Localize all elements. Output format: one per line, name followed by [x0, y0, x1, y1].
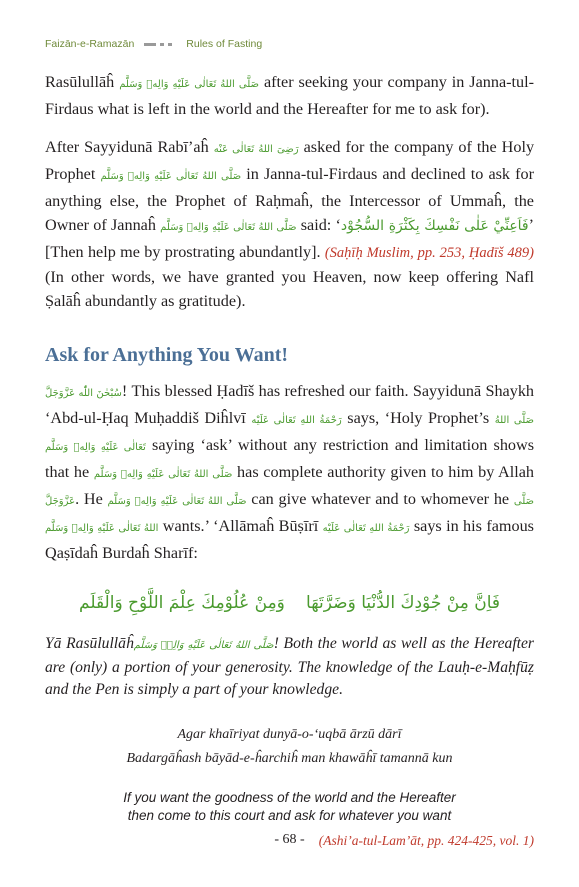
text: ’ [Then help me by prostrating abundantly]. — [45, 216, 535, 261]
persian-couplet — [45, 723, 534, 771]
text: Rasūlullāĥ — [45, 73, 115, 91]
book-title: Faizān-e-Ramazān — [45, 38, 135, 50]
text: said: ‘ — [300, 216, 341, 234]
verse-translation — [45, 633, 534, 701]
honorific: رَضِىَ اللهُ تَعَالٰى عَنْه — [213, 144, 299, 155]
couplet-line-1: Agar khaīriyat dunyā-o-‘uqbā ārzū dārī — [177, 727, 402, 742]
text: ! Both the world as well as the Hereafter are (only) a portion of your generosity. The knowledge of the Lauḥ-e-Maḥfūẓ and the Pen is simply a part of your knowledge. — [45, 635, 535, 698]
text: ! This blessed Ḥadīš has refreshed our faith. Sayyidunā Shaykh ‘Abd-ul-Ḥaq Muḥaddiš Diĥlvī — [45, 382, 535, 427]
honorific: صَلَّى اللهُ تَعَالٰى عَلَيْهِ وَالِهٖ وَسَلَّم — [45, 415, 535, 453]
couplet-translation-line-2: then come to this court and ask for whatever you want — [127, 808, 452, 823]
couplet-line-2: Badargāĥash bāyād-e-ĥarchiĥ man khawāĥī tamannā kun — [126, 751, 453, 766]
header-separator — [144, 43, 176, 46]
couplet-citation: (Ashi’a-tul-Lam’āt, pp. 424-425, vol. 1) — [318, 833, 534, 848]
verse-right: فَاِنَّ مِنْ جُوْدِكَ الدُّنْيَا وَضَرَّتَهَا — [306, 593, 500, 613]
page-number: - 68 - — [274, 832, 305, 847]
honorific: رَحْمَةُ اللهِ تَعَالٰى عَلَيْه — [251, 415, 342, 426]
paragraph-1 — [45, 70, 534, 121]
verse-left: وَمِنْ عُلُوْمِكَ عِلْمَ اللَّوْحِ وَالْقَلَم — [79, 593, 285, 613]
honorific: صَلَّى اللهُ تَعَالٰى عَلَيْهِ وَالِهٖ وَسَلَّم — [160, 222, 297, 233]
page-body — [45, 70, 534, 853]
paragraph-3 — [45, 379, 534, 565]
text: has complete authority given to him by Allah — [237, 463, 535, 481]
honorific: سُبْحٰنَ اللّٰه عَزَّوَجَلَّ — [45, 388, 122, 399]
text: can give whatever and to whomever he — [251, 490, 510, 508]
honorific: صَلَّى اللهُ تَعَالٰى عَلَيْهِ وَالِهٖ وَسَلَّم — [119, 79, 260, 90]
honorific: صَلَّى اللهُ تَعَالٰى عَلَيْهِ وَالِهٖ وَسَلَّم — [100, 171, 242, 182]
honorific: صَلَّى اللهُ تَعَالٰى عَلَيْهِ وَالِهٖ وَسَلَّم — [45, 496, 535, 534]
text: says, ‘Holy Prophet’s — [347, 409, 490, 427]
text: says in his famous Qaṣīdaĥ Burdaĥ Sharīf: — [45, 517, 534, 562]
text: Yā Rasūlullāĥ — [45, 635, 134, 652]
couplet-translation — [45, 789, 534, 825]
paragraph-2 — [45, 135, 534, 313]
text: After Sayyidunā Rabī’aĥ — [45, 138, 209, 156]
chapter-title: Rules of Fasting — [186, 38, 263, 50]
text: wants.’ ‘Allāmaĥ Būṣīrī — [162, 517, 319, 535]
section-heading: Ask for Anything You Want! — [45, 344, 289, 366]
honorific: رَحْمَةُ اللهِ تَعَالٰى عَلَيْه — [322, 523, 410, 534]
text: saying ‘ask’ without any restriction and limitation shows that he — [45, 436, 535, 481]
honorific: صَلَّى اللهُ تَعَالٰى عَلَيْهِ وَالِهٖ وَسَلَّم — [93, 469, 233, 480]
honorific: صَلَّى اللهُ تَعَالٰى عَلَيْهِ وَالِهٖ وَسَلَّم — [107, 496, 247, 507]
running-header — [45, 38, 262, 50]
text: in Janna-tul-Firdaus and declined to ask for anything else, the Prophet of Raḥmaĥ, the Intercessor of Ummaĥ, the Owner of Jannaĥ — [45, 165, 534, 234]
text: . He — [75, 490, 103, 508]
text: (In other words, we have granted you Heaven, now keep offering Nafl Ṣalāĥ abundantly as gratitude). — [45, 268, 534, 310]
arabic-verse — [45, 591, 534, 615]
text: after seeking your company in Janna-tul-Firdaus what is left in the world and the Hereafter for me to ask for). — [45, 73, 535, 118]
text: asked for the company of the Holy Prophet — [45, 138, 535, 183]
citation: (Saḥīḥ Muslim, pp. 253, Ḥadīš 489) — [324, 245, 534, 261]
couplet-translation-line-1: If you want the goodness of the world and the Hereafter — [123, 790, 456, 805]
arabic-quote: فَاَعِنِّيْ عَلٰى نَفْسِكَ بِكَثْرَةِ السُّجُوْد — [340, 218, 529, 234]
honorific: صَلَّى اللهُ تَعَالٰى عَلَيْهِ وَالِهٖ وَسَلَّم — [133, 640, 274, 651]
honorific: عَزَّوَجَلَّ — [45, 496, 76, 507]
